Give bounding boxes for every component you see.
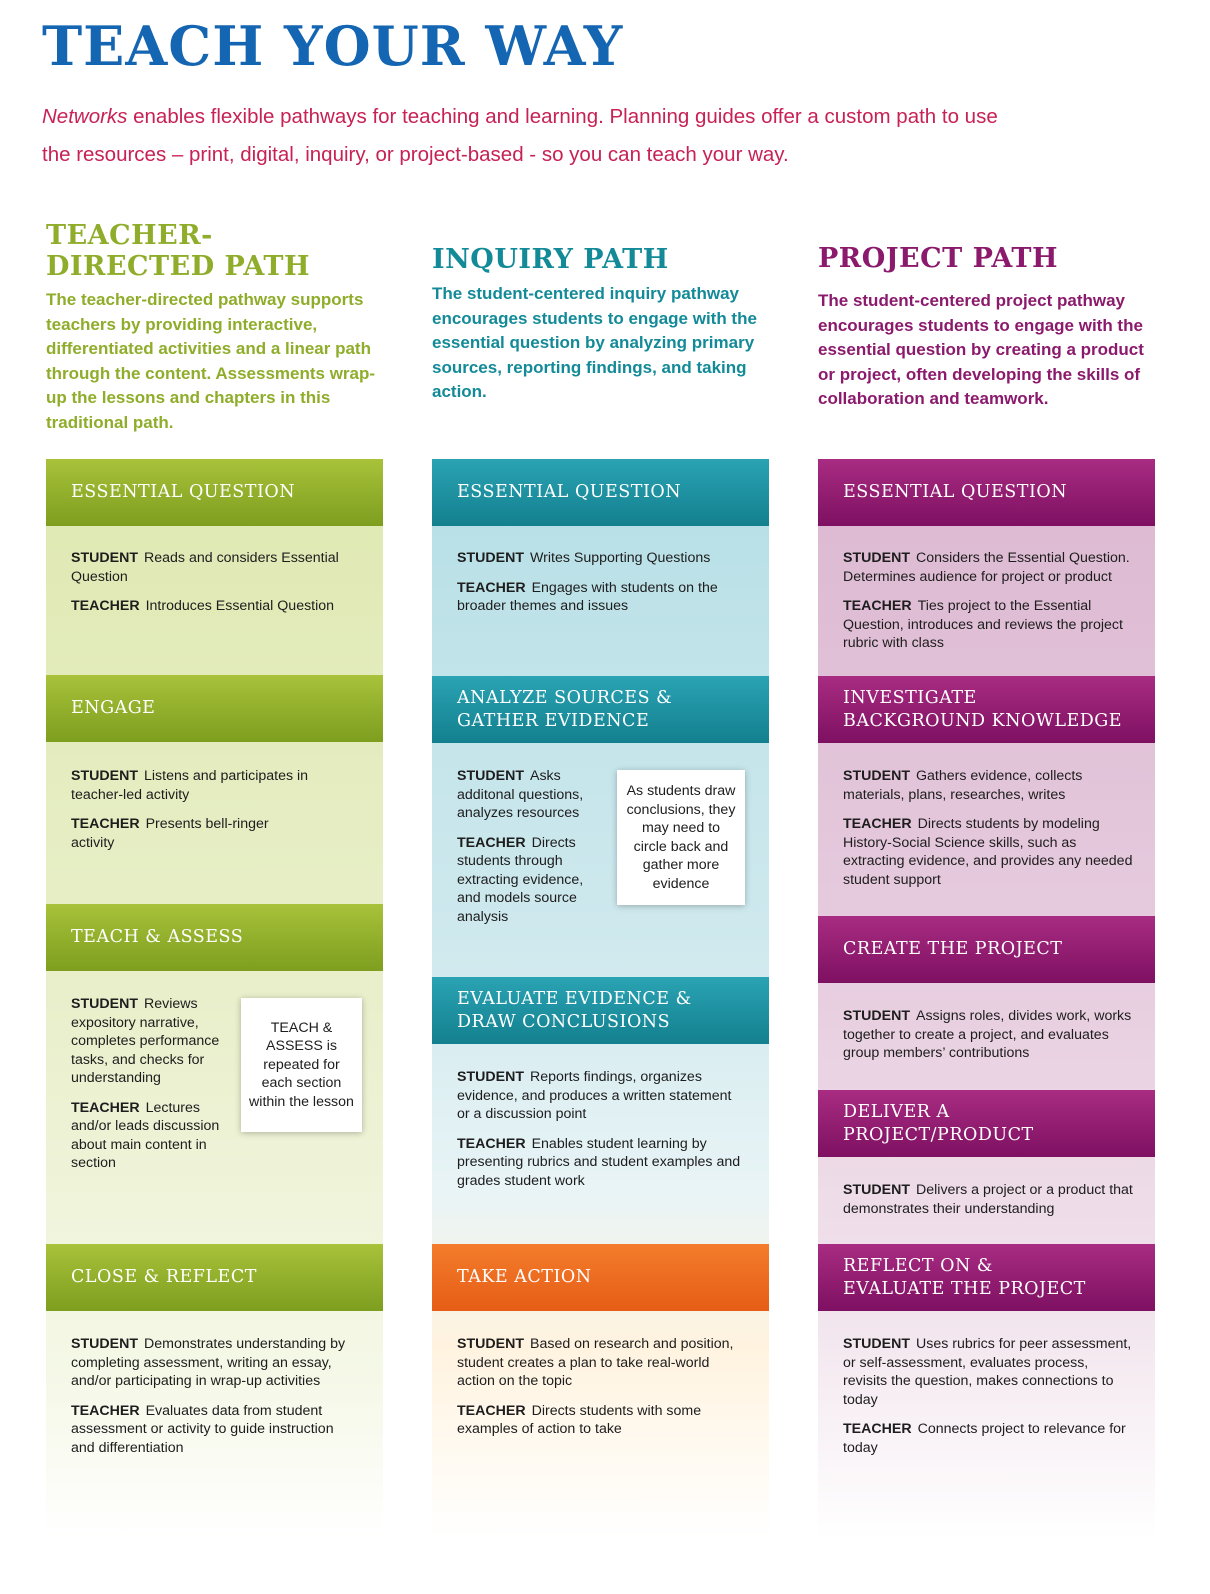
teacher-line: TEACHER Lectures and/or leads discussion about main content in section xyxy=(71,1099,220,1171)
step-body xyxy=(457,549,747,627)
step-body xyxy=(843,549,1133,664)
step-title: REFLECT ON & EVALUATE THE PROJECT xyxy=(818,1244,1155,1311)
callout-note: As students draw conclusions, they may need to circle back and gather more evidence xyxy=(617,770,745,905)
student-line: STUDENT Listens and participates in teacher-led activity xyxy=(71,768,309,803)
step-body xyxy=(71,549,361,627)
step-title: TAKE ACTION xyxy=(432,1244,769,1311)
step-body xyxy=(457,767,597,937)
step-body xyxy=(71,1335,361,1468)
student-line: STUDENT Reports findings, organizes evidence, and produces a written statement or a discussion point xyxy=(457,1069,732,1122)
teacher-line: TEACHER Enables student learning by presenting rubrics and student examples and grades student work xyxy=(457,1135,741,1189)
project-path-description: The student-centered project pathway encourages students to engage with the essential question by creating a product or project, often developing the skills of collaboration and teamwork. xyxy=(818,291,1144,409)
project-path-column xyxy=(818,459,1155,1539)
teacher-line: TEACHER Engages with students on the broader themes and issues xyxy=(457,579,718,614)
step-title: CREATE THE PROJECT xyxy=(818,916,1155,983)
intro-body: enables flexible pathways for teaching and learning. Planning guides offer a custom path to use the resources – print, digital, inquiry, or project-based - so you can teach your way. xyxy=(42,105,998,166)
step-title: ESSENTIAL QUESTION xyxy=(818,459,1155,526)
student-line: STUDENT Based on research and position, student creates a plan to take real-world action on the topic xyxy=(457,1336,734,1389)
student-line: STUDENT Delivers a project or a product that demonstrates their understanding xyxy=(843,1182,1133,1217)
step-title: ESSENTIAL QUESTION xyxy=(46,459,383,526)
inquiry-path-description: The student-centered inquiry pathway encourages students to engage with the essential question by analyzing primary sources, reporting findings, and taking action. xyxy=(432,284,757,402)
teacher-path-description: The teacher-directed pathway supports teachers by providing interactive, differentiated activities and a linear path through the content. Assessments wrap-up the lessons and chapters in this traditional path. xyxy=(46,290,376,432)
intro-text xyxy=(42,98,1002,174)
step-body xyxy=(843,767,1133,900)
student-line: STUDENT Considers the Essential Question. Determines audience for project or product xyxy=(843,550,1130,585)
step-title: ANALYZE SOURCES & GATHER EVIDENCE xyxy=(432,676,769,743)
student-line: STUDENT Reviews expository narrative, completes performance tasks, and checks for understanding xyxy=(71,996,220,1086)
step-body xyxy=(71,767,311,863)
student-line: STUDENT Gathers evidence, collects materials, plans, researches, writes xyxy=(843,768,1083,803)
step-title: INVESTIGATE BACKGROUND KNOWLEDGE xyxy=(818,676,1155,743)
step-title: TEACH & ASSESS xyxy=(46,904,383,971)
callout-note: TEACH & ASSESS is repeated for each section within the lesson xyxy=(241,998,362,1132)
teacher-line: TEACHER Directs students through extracting evidence, and models source analysis xyxy=(457,834,584,925)
intro-brand: Networks xyxy=(42,105,128,128)
student-line: STUDENT Reads and considers Essential Question xyxy=(71,550,339,585)
teacher-line: TEACHER Evaluates data from student assessment or activity to guide instruction and differentiation xyxy=(71,1402,334,1456)
student-line: STUDENT Demonstrates understanding by completing assessment, writing an essay, and/or participating in wrap-up activities xyxy=(71,1336,346,1389)
teacher-path-heading: TEACHER- DIRECTED PATH xyxy=(46,220,310,282)
step-title: ENGAGE xyxy=(46,675,383,742)
step-body xyxy=(457,1068,747,1201)
teacher-line: TEACHER Connects project to relevance for today xyxy=(843,1421,1126,1456)
student-line: STUDENT Uses rubrics for peer assessment, or self-assessment, evaluates process, revisits the question, makes connections to today xyxy=(843,1336,1132,1408)
page-title: TEACH YOUR WAY xyxy=(42,14,624,78)
student-line: STUDENT Writes Supporting Questions xyxy=(457,550,711,566)
step-body xyxy=(843,1335,1133,1468)
step-body xyxy=(843,1007,1133,1074)
student-line: STUDENT Asks additonal questions, analyzes resources xyxy=(457,768,584,821)
inquiry-path-heading: INQUIRY PATH xyxy=(432,244,669,275)
step-title: DELIVER A PROJECT/PRODUCT xyxy=(818,1090,1155,1157)
step-body xyxy=(843,1181,1133,1229)
teacher-line: TEACHER Introduces Essential Question xyxy=(71,598,335,614)
teacher-line: TEACHER Presents bell-ringer activity xyxy=(71,816,269,851)
student-line: STUDENT Assigns roles, divides work, works together to create a project, and evaluates group members’ contributions xyxy=(843,1008,1132,1061)
step-title: EVALUATE EVIDENCE & DRAW CONCLUSIONS xyxy=(432,977,769,1044)
step-title: ESSENTIAL QUESTION xyxy=(432,459,769,526)
teacher-path-column xyxy=(46,459,383,1539)
teacher-line: TEACHER Directs students with some examples of action to take xyxy=(457,1402,702,1437)
inquiry-path-column xyxy=(432,459,769,1539)
step-body xyxy=(71,995,221,1184)
project-path-heading: PROJECT PATH xyxy=(818,243,1059,274)
teacher-line: TEACHER Directs students by modeling History-Social Science skills, such as extracting evidence, and provides any needed student support xyxy=(843,816,1133,888)
step-body xyxy=(457,1335,747,1450)
step-title: CLOSE & REFLECT xyxy=(46,1244,383,1311)
teacher-line: TEACHER Ties project to the Essential Question, introduces and reviews the project rubric with class xyxy=(843,598,1123,651)
